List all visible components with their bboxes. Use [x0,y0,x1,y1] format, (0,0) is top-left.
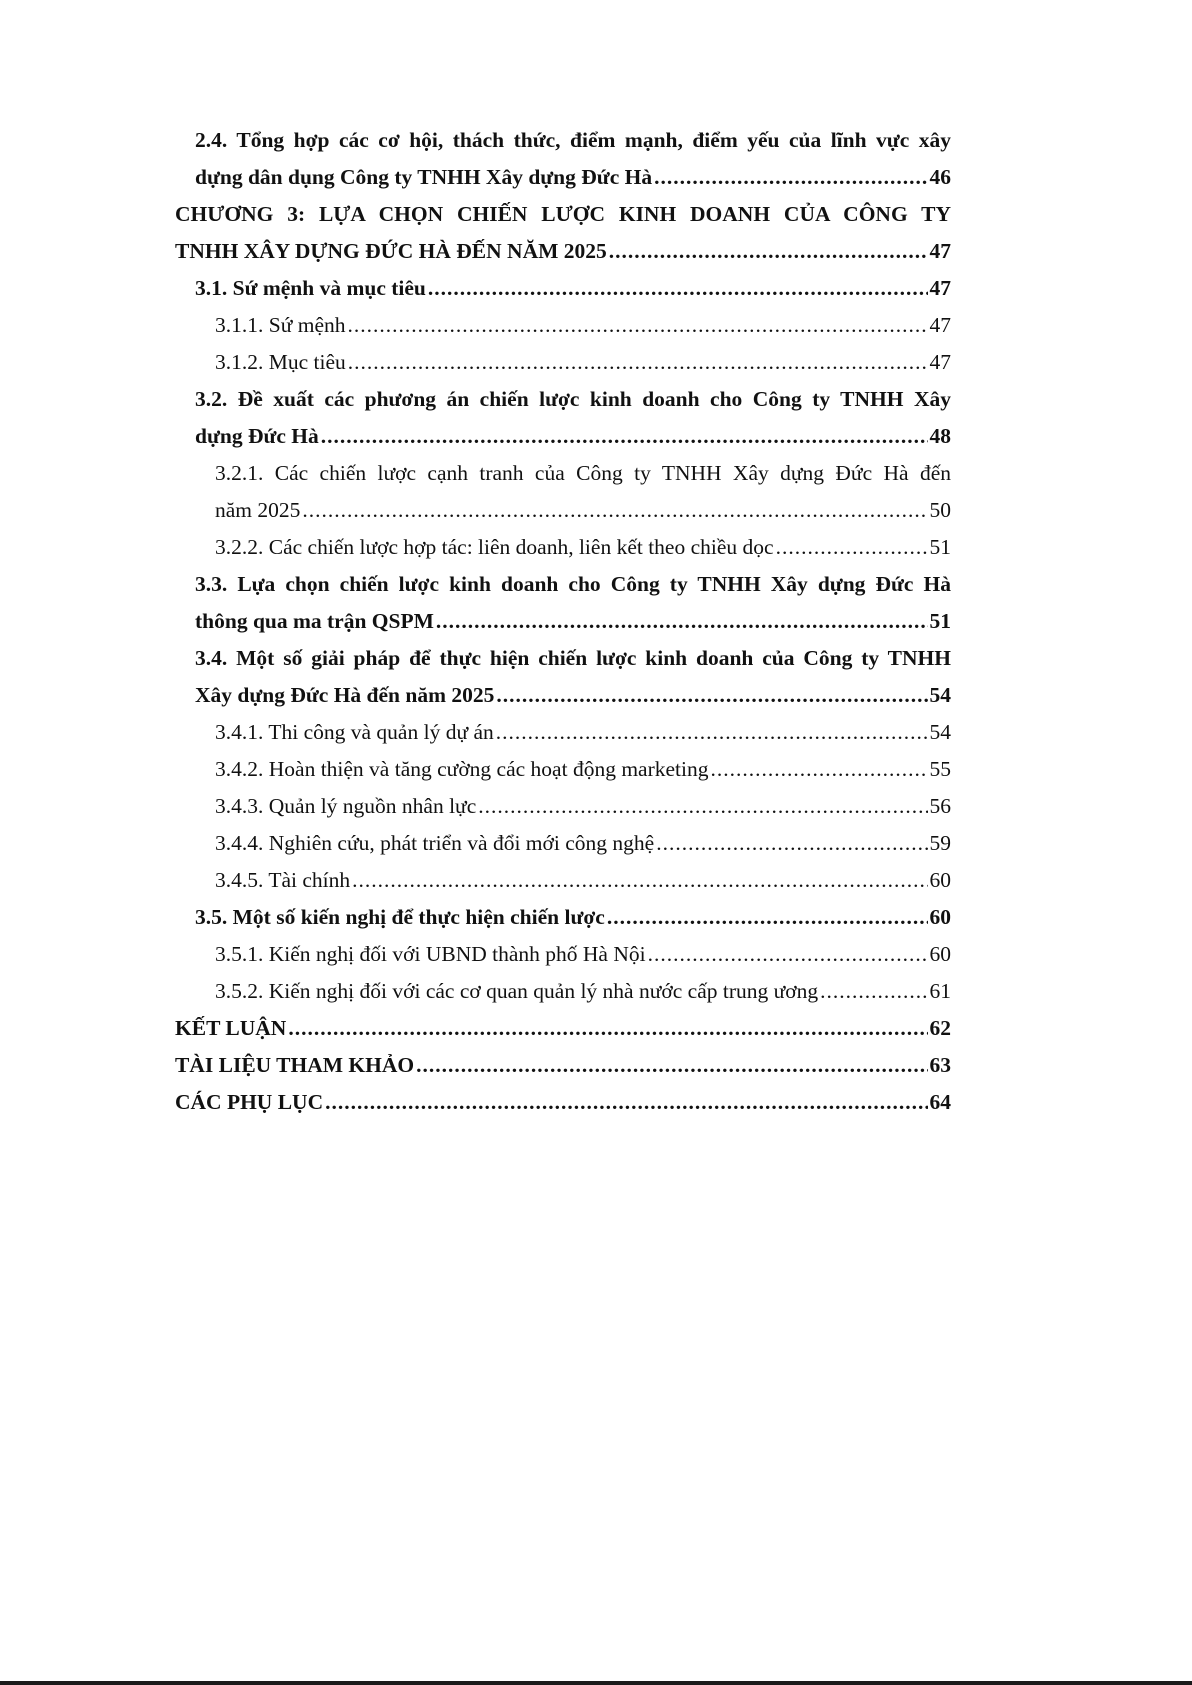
toc-dot-leader [656,825,927,862]
toc-entry-line [215,825,951,862]
toc-entry-line [215,973,951,1010]
toc-entry-line [215,936,951,973]
toc-entry-line [215,714,951,751]
toc-page-number: 54 [929,683,951,707]
toc-entry-title: Xây dựng Đức Hà đến năm 2025 [195,683,495,707]
toc-entry-line [215,492,951,529]
toc-entry[interactable] [215,344,951,381]
toc-entry[interactable] [215,936,951,973]
toc-entry-line [215,344,951,381]
toc-page-number: 48 [929,424,951,448]
toc-dot-leader [321,418,928,455]
toc-dot-leader [607,899,928,936]
toc-entry-title: thông qua ma trận QSPM [195,609,434,633]
toc-entry-line [175,1084,951,1121]
toc-page-number: 46 [929,165,951,189]
toc-entry-title: năm 2025 [215,498,301,522]
toc-entry-line [195,899,951,936]
toc-entry-title: dựng dân dụng Công ty TNHH Xây dựng Đức Hà [195,165,653,189]
toc-entry-title: 3.4.1. Thi công và quản lý dự án [215,720,494,744]
toc-entry-line [195,603,951,640]
toc-entry-title: TÀI LIỆU THAM KHẢO [175,1053,415,1077]
toc-entry-title-line1: 3.3. Lựa chọn chiến lược kinh doanh cho Công ty TNHH Xây dựng Đức Hà [195,572,951,596]
toc-dot-leader [609,233,928,270]
toc-entry[interactable] [175,1084,951,1121]
toc-entry-title: 3.1.1. Sứ mệnh [215,313,346,337]
toc-entry[interactable] [195,566,951,640]
toc-dot-leader [648,936,928,973]
toc-entry[interactable] [175,1010,951,1047]
toc-entry-title-line1: 3.2.1. Các chiến lược cạnh tranh của Công ty TNHH Xây dựng Đức Hà đến [215,461,951,485]
toc-entry[interactable] [195,899,951,936]
toc-entry-title-line1: CHƯƠNG 3: LỰA CHỌN CHIẾN LƯỢC KINH DOANH CỦA CÔNG TY [175,202,951,226]
toc-page-number: 59 [929,831,951,855]
toc-entry-title: 3.2.2. Các chiến lược hợp tác: liên doanh, liên kết theo chiều dọc [215,535,774,559]
toc-dot-leader [436,603,928,640]
toc-dot-leader [352,862,927,899]
toc-entry-title-line1: 3.2. Đề xuất các phương án chiến lược kinh doanh cho Công ty TNHH Xây [195,387,951,411]
toc-page-number: 61 [929,979,951,1003]
toc-entry-title: TNHH XÂY DỰNG ĐỨC HÀ ĐẾN NĂM 2025 [175,239,607,263]
toc-entry-title: CÁC PHỤ LỤC [175,1090,324,1114]
toc-entry-title: 3.1.2. Mục tiêu [215,350,346,374]
toc-dot-leader [496,677,927,714]
toc-entry-line [215,307,951,344]
toc-entry-line [215,529,951,566]
toc-entry-title: 3.4.2. Hoàn thiện và tăng cường các hoạt động marketing [215,757,709,781]
toc-dot-leader [711,751,928,788]
toc-page-number: 60 [929,868,951,892]
toc-entry[interactable] [195,122,951,196]
toc-dot-leader [478,788,927,825]
toc-entry-title: 3.5. Một số kiến nghị để thực hiện chiến lược [195,905,605,929]
toc-dot-leader [820,973,927,1010]
toc-entry-line [175,1010,951,1047]
toc-entry[interactable] [215,714,951,751]
toc-entry-title: 3.4.4. Nghiên cứu, phát triển và đổi mới công nghệ [215,831,655,855]
toc-entry-line [215,862,951,899]
toc-entry-line [215,788,951,825]
toc-dot-leader [302,492,927,529]
toc-entry[interactable] [215,751,951,788]
table-of-contents [175,122,951,1121]
toc-entry[interactable] [195,270,951,307]
toc-page-number: 56 [929,794,951,818]
toc-entry[interactable] [195,640,951,714]
toc-page-number: 50 [929,498,951,522]
toc-entry[interactable] [195,381,951,455]
toc-page-number: 55 [929,757,951,781]
toc-entry-title-line1: 2.4. Tổng hợp các cơ hội, thách thức, điểm mạnh, điểm yếu của lĩnh vực xây [195,128,951,152]
toc-entry[interactable] [215,307,951,344]
toc-entry-line [195,159,951,196]
toc-entry[interactable] [215,973,951,1010]
toc-page-number: 63 [929,1053,951,1077]
toc-entry-title: 3.5.1. Kiến nghị đối với UBND thành phố Hà Nội [215,942,646,966]
toc-entry[interactable] [215,788,951,825]
toc-page-number: 51 [929,609,951,633]
toc-entry[interactable] [215,529,951,566]
toc-entry-line [195,270,951,307]
toc-dot-leader [288,1010,927,1047]
toc-entry[interactable] [215,455,951,529]
toc-entry-title: dựng Đức Hà [195,424,319,448]
toc-entry[interactable] [215,825,951,862]
toc-page-number: 54 [929,720,951,744]
toc-entry-title: 3.1. Sứ mệnh và mục tiêu [195,276,426,300]
toc-page-number: 47 [929,313,951,337]
toc-entry-title: KẾT LUẬN [175,1016,287,1040]
toc-page-number: 62 [929,1016,951,1040]
page-bottom-edge [0,1681,1192,1685]
toc-dot-leader [348,344,928,381]
toc-page-number: 47 [929,276,951,300]
toc-dot-leader [496,714,928,751]
toc-dot-leader [654,159,927,196]
toc-entry-title: 3.4.3. Quản lý nguồn nhân lực [215,794,477,818]
toc-entry-line [195,677,951,714]
toc-entry-title: 3.4.5. Tài chính [215,868,351,892]
toc-entry[interactable] [175,196,951,270]
toc-page-number: 60 [929,905,951,929]
toc-page-number: 47 [929,350,951,374]
toc-entry-line [175,1047,951,1084]
toc-entry-line [215,751,951,788]
toc-page-number: 64 [929,1090,951,1114]
toc-dot-leader [325,1084,927,1121]
toc-dot-leader [776,529,928,566]
toc-dot-leader [416,1047,927,1084]
toc-entry-title: 3.5.2. Kiến nghị đối với các cơ quan quản lý nhà nước cấp trung ương [215,979,819,1003]
toc-entry-line [195,418,951,455]
toc-page-number: 51 [929,535,951,559]
toc-dot-leader [428,270,928,307]
toc-dot-leader [348,307,928,344]
toc-entry-line [175,233,951,270]
toc-page-number: 47 [929,239,951,263]
toc-page-number: 60 [929,942,951,966]
toc-entry[interactable] [175,1047,951,1084]
toc-entry[interactable] [215,862,951,899]
toc-entry-title-line1: 3.4. Một số giải pháp để thực hiện chiến lược kinh doanh của Công ty TNHH [195,646,951,670]
